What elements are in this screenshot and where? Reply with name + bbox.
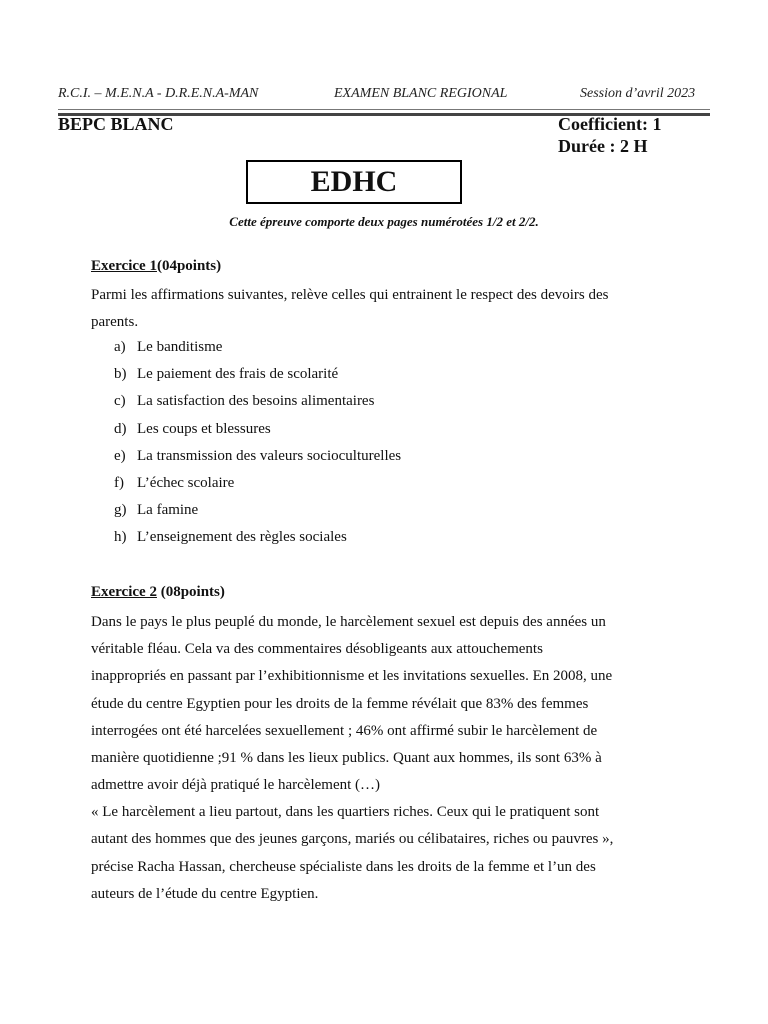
exercice2-title: Exercice 2 <box>91 584 157 600</box>
subject-title-box <box>246 160 462 204</box>
exam-duree: Durée : 2 H <box>558 136 648 156</box>
exam-coefficient: Coefficient: 1 <box>558 114 662 134</box>
header-center: EXAMEN BLANC REGIONAL <box>334 86 508 101</box>
subject-title: EDHC <box>310 165 398 198</box>
list-item: f) L’échec scolaire <box>114 475 235 491</box>
exercice2-points: (08points) <box>156 584 225 600</box>
header-right: Session d’avril 2023 <box>580 86 696 101</box>
exercice2-heading <box>91 584 225 601</box>
exercice2-text-line: admettre avoir déjà pratiqué le harcèlement (…) <box>91 777 381 793</box>
exercice2-text-line: interrogées ont été harcelées sexuellement ; 46% ont affirmé subir le harcèlement de <box>91 723 598 739</box>
exercice2-text-line: manière quotidienne ;91 % dans les lieux publics. Quant aux hommes, ils sont 63% à <box>91 750 602 766</box>
exercice2-text-line: autant des hommes que des jeunes garçons, mariés ou célibataires, riches ou pauvres », <box>91 831 614 847</box>
exercice2-text-line: véritable fléau. Cela va des commentaires désobligeants aux attouchements <box>91 641 543 657</box>
exercice2-text-line: précise Racha Hassan, chercheuse spécialiste dans les droits de la femme et l’un des <box>91 859 596 875</box>
list-item: b) Le paiement des frais de scolarité <box>114 366 339 382</box>
list-item: a) Le banditisme <box>114 339 223 355</box>
exercice2-text-line: étude du centre Egyptien pour les droits de la femme révélait que 83% des femmes <box>91 696 589 712</box>
exercice1-points: (04points) <box>156 258 222 274</box>
exercice2-text-line: inappropriés en passant par l’exhibitionnisme et les invitations sexuelles. En 2008, une <box>91 668 613 684</box>
list-item: g) La famine <box>114 502 199 518</box>
list-item: d) Les coups et blessures <box>114 421 271 437</box>
list-item: h) L’enseignement des règles sociales <box>114 529 347 545</box>
exercice1-instruction-line-2: parents. <box>91 314 139 330</box>
exercice2-text-line: « Le harcèlement a lieu partout, dans les quartiers riches. Ceux qui le pratiquent sont <box>91 804 600 820</box>
exercice1-title: Exercice 1 <box>91 258 157 274</box>
exercice2-text-line: auteurs de l’étude du centre Egyptien. <box>91 886 319 902</box>
exam-name: BEPC BLANC <box>58 114 174 134</box>
exercice1-heading <box>91 258 221 275</box>
header-left: R.C.I. – M.E.N.A - D.R.E.N.A-MAN <box>58 86 259 101</box>
header-rule-thin <box>58 109 710 110</box>
exercice2-text-line: Dans le pays le plus peuplé du monde, le harcèlement sexuel est depuis des années un <box>91 614 606 630</box>
page-count-note: Cette épreuve comporte deux pages numérotées 1/2 et 2/2. <box>229 214 539 229</box>
exercice1-instruction-line-1: Parmi les affirmations suivantes, relève celles qui entrainent le respect des devoirs des <box>91 287 609 303</box>
list-item: e) La transmission des valeurs socioculturelles <box>114 448 402 464</box>
list-item: c) La satisfaction des besoins alimentaires <box>114 393 375 409</box>
